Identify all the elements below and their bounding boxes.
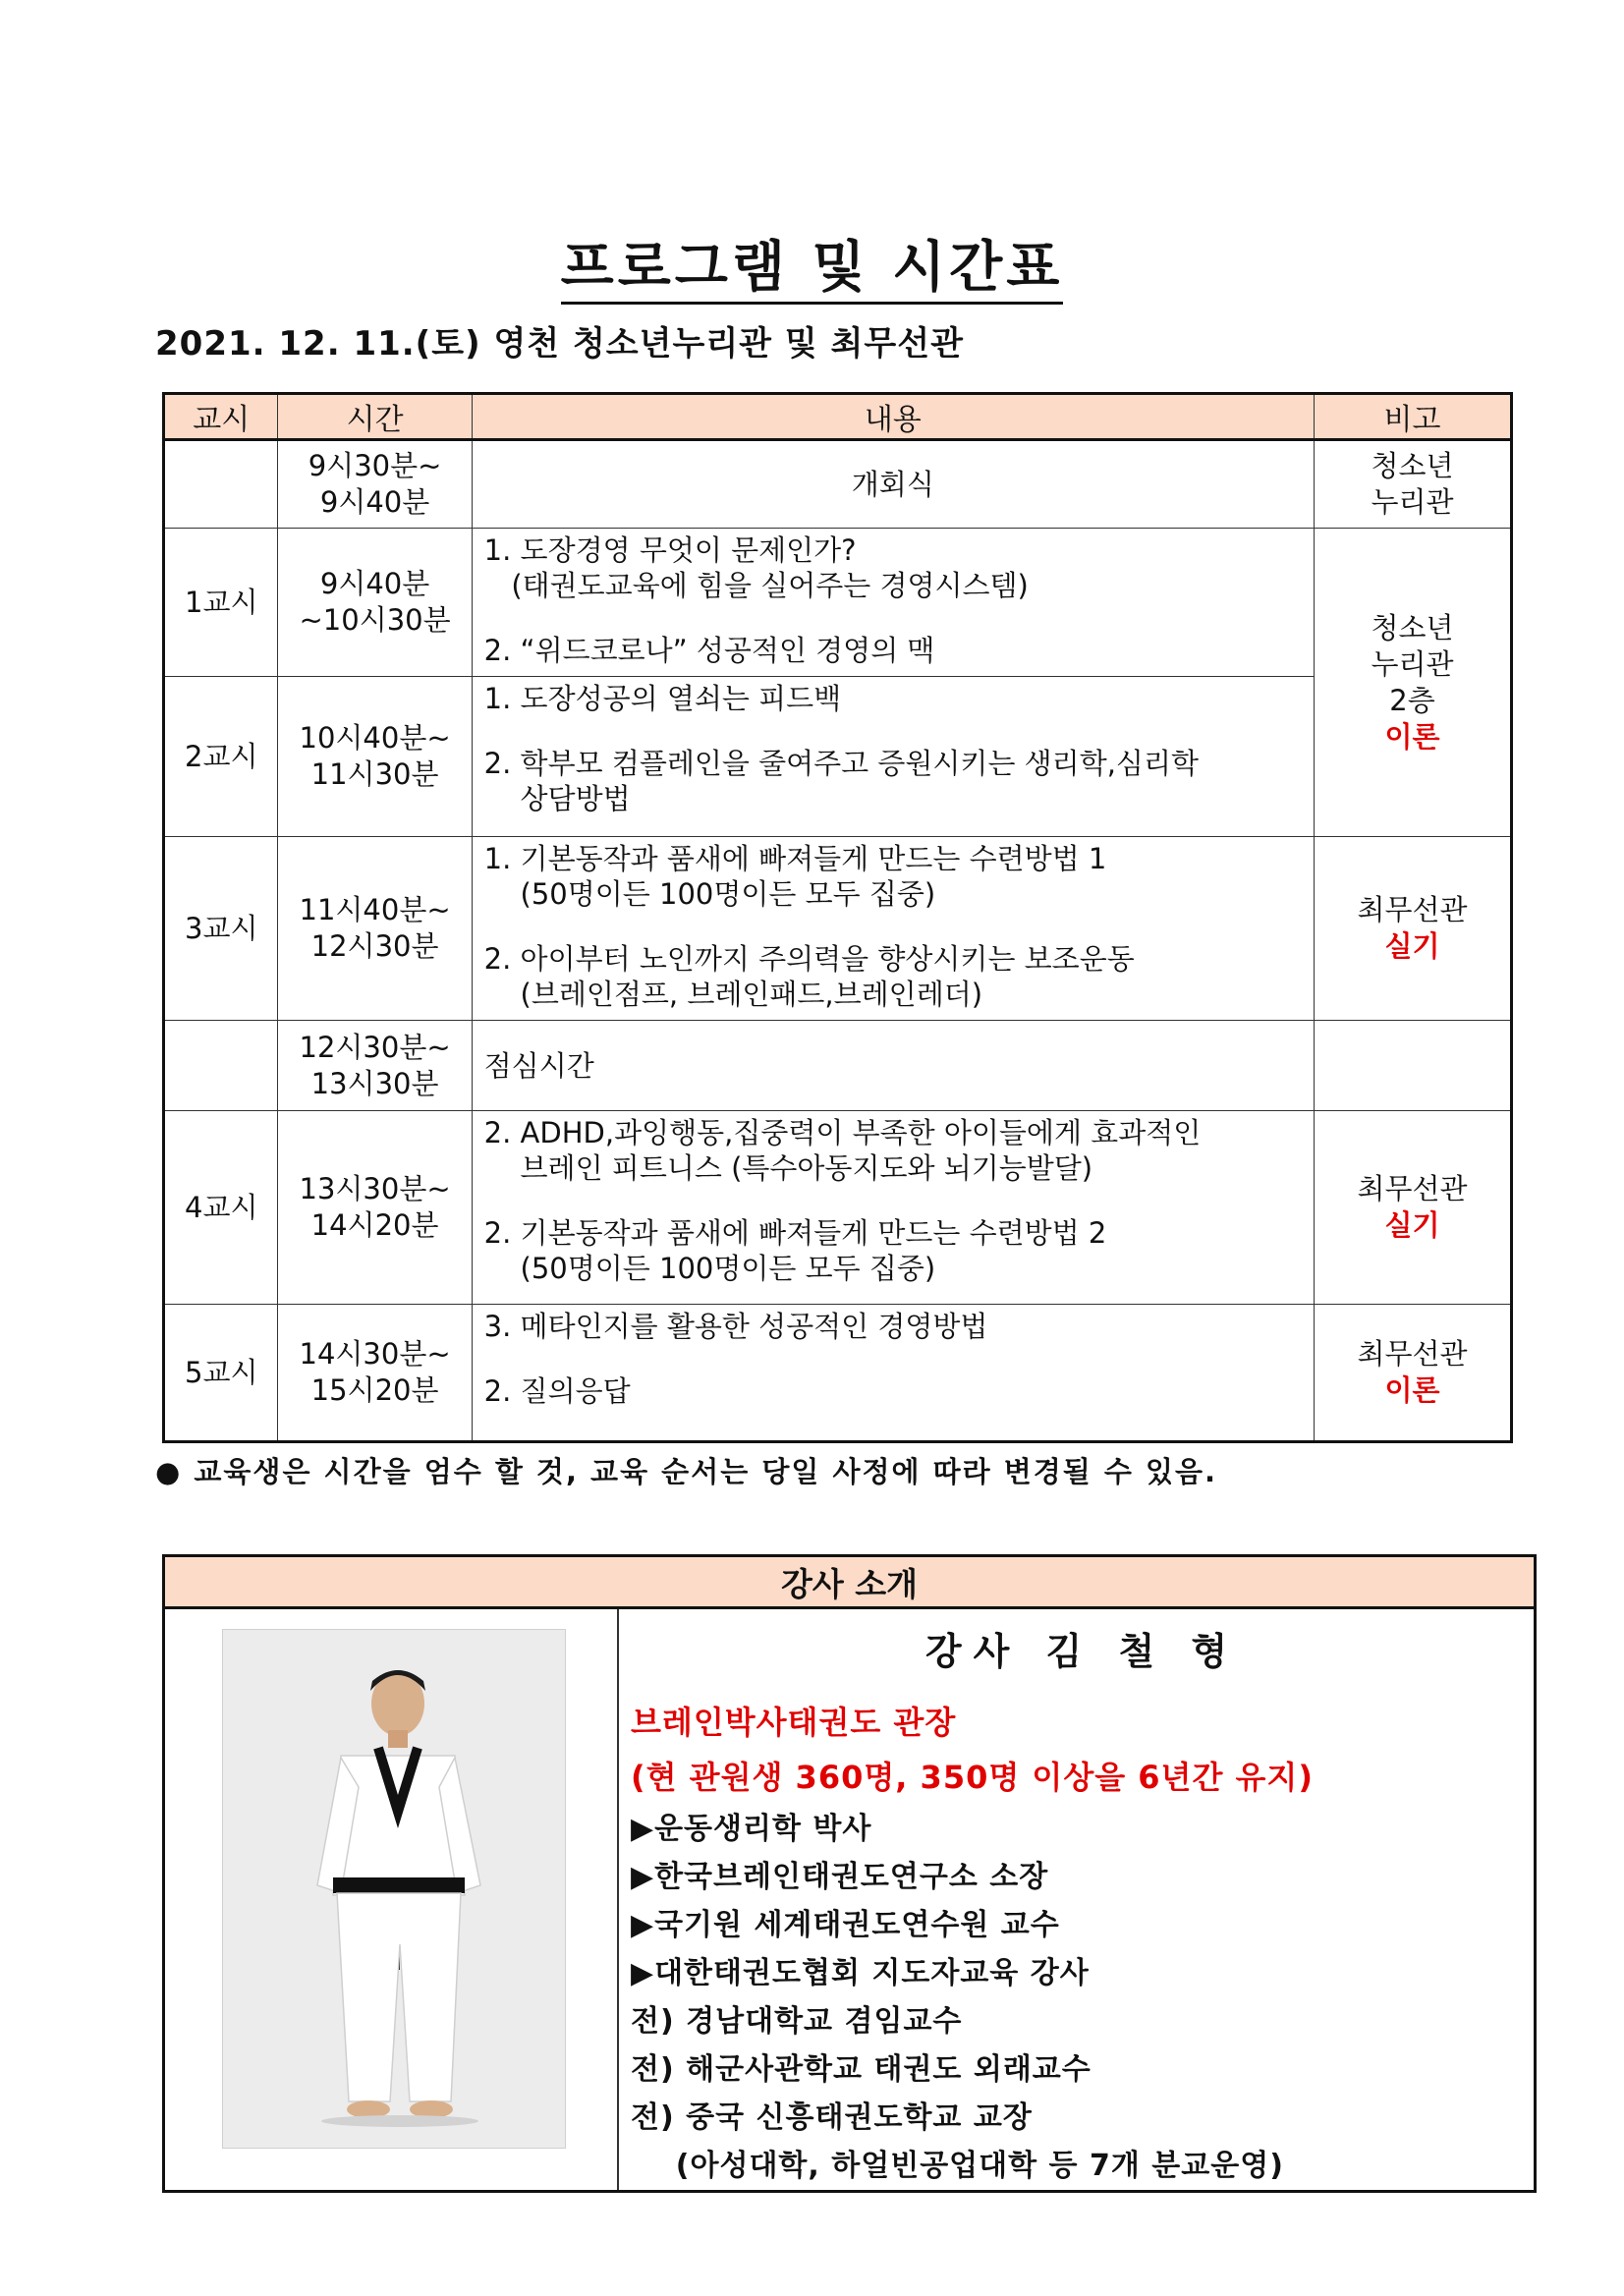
instructor-header: 강사 소개: [164, 1556, 1536, 1608]
table-row: [164, 529, 1512, 677]
event-date-location: 2021. 12. 11.(토) 영천 청소년누리관 및 최무선관: [155, 324, 964, 364]
table-row: [164, 440, 1512, 529]
period-cell: 2교시: [164, 677, 278, 837]
bio-line: (아성대학, 하얼빈공업대학 등 7개 분교운영): [631, 2149, 1284, 2183]
content-cell: 1. 기본동작과 품새에 빠져들게 만드는 수련방법 1 (50명이든 100명이든 모두 집중) 2. 아이부터 노인까지 주의력을 향상시키는 보조운동 (브레인점프, 브레인패드,브레인레더): [472, 837, 1314, 1021]
bio-line: 전) 해군사관학교 태권도 외래교수: [631, 2052, 1092, 2087]
time-cell: 13시30분~ 14시20분: [278, 1111, 472, 1305]
content-cell: 3. 메타인지를 활용한 성공적인 경영방법 2. 질의응답: [472, 1305, 1314, 1442]
bio-line: ▶운동생리학 박사: [631, 1812, 872, 1846]
table-row: [164, 1021, 1512, 1111]
schedule-table: [162, 392, 1513, 1443]
page-title: 프로그램 및 시간표: [0, 224, 1624, 303]
bio-line: ▶대한태권도협회 지도자교육 강사: [631, 1956, 1090, 1990]
theory-label: 이론: [1384, 719, 1440, 754]
table-row: [164, 1305, 1512, 1442]
bio-line: ▶한국브레인태권도연구소 소장: [631, 1860, 1049, 1894]
instructor-bio: [618, 1608, 1536, 2192]
header-note: 비고: [1314, 394, 1511, 440]
table-row: [164, 1111, 1512, 1305]
taekwondo-instructor-icon: [223, 1630, 565, 2148]
header-time: 시간: [278, 394, 472, 440]
instructor-photo-cell: [164, 1608, 619, 2192]
time-cell: 9시30분~ 9시40분: [278, 440, 472, 529]
period-cell: [164, 440, 278, 529]
period-cell: [164, 1021, 278, 1111]
content-cell: 개회식: [472, 440, 1314, 529]
content-cell: 1. 도장성공의 열쇠는 피드백 2. 학부모 컴플레인을 줄여주고 증원시키는 생리학,심리학 상담방법: [472, 677, 1314, 837]
time-cell: 10시40분~ 11시30분: [278, 677, 472, 837]
practice-label: 실기: [1384, 929, 1440, 963]
bio-line: ▶국기원 세계태권도연수원 교수: [631, 1908, 1060, 1942]
content-cell: 점심시간: [472, 1021, 1314, 1111]
instructor-highlight: (현 관원생 360명, 350명 이상을 6년간 유지): [631, 1759, 1314, 1796]
table-row: [164, 837, 1512, 1021]
content-cell: 2. ADHD,과잉행동,집중력이 부족한 아이들에게 효과적인 브레인 피트니스 (특수아동지도와 뇌기능발달) 2. 기본동작과 품새에 빠져들게 만드는 수련방법 2 (50명이든 100명이든 모두 집중): [472, 1111, 1314, 1305]
note-cell: 최무선관 이론: [1314, 1305, 1511, 1442]
bio-line: 전) 중국 신흥태권도학교 교장: [631, 2100, 1033, 2135]
practice-label: 실기: [1384, 1208, 1440, 1242]
content-cell: 1. 도장경영 무엇이 문제인가? (태권도교육에 힘을 실어주는 경영시스템) 2. “위드코로나” 성공적인 경영의 맥: [472, 529, 1314, 677]
schedule-notice: ● 교육생은 시간을 엄수 할 것, 교육 순서는 당일 사정에 따라 변경될 수 있음.: [155, 1455, 1217, 1488]
note-cell: 청소년 누리관 2층 이론: [1314, 529, 1511, 837]
header-content: 내용: [472, 394, 1314, 440]
bio-line: 전) 경남대학교 겸임교수: [631, 2004, 963, 2039]
note-cell: 최무선관 실기: [1314, 837, 1511, 1021]
schedule-header-row: [164, 394, 1512, 440]
time-cell: 9시40분 ~10시30분: [278, 529, 472, 677]
period-cell: 1교시: [164, 529, 278, 677]
header-period: 교시: [164, 394, 278, 440]
time-cell: 11시40분~ 12시30분: [278, 837, 472, 1021]
instructor-name: 강사 김 철 형: [924, 1630, 1240, 1673]
instructor-table: [162, 1554, 1537, 2193]
note-cell: 청소년 누리관: [1314, 440, 1511, 529]
time-cell: 12시30분~ 13시30분: [278, 1021, 472, 1111]
instructor-photo: [222, 1629, 566, 2149]
table-row: [164, 677, 1512, 837]
theory-label: 이론: [1384, 1373, 1440, 1407]
period-cell: 5교시: [164, 1305, 278, 1442]
note-cell: [1314, 1021, 1511, 1111]
time-cell: 14시30분~ 15시20분: [278, 1305, 472, 1442]
period-cell: 3교시: [164, 837, 278, 1021]
period-cell: 4교시: [164, 1111, 278, 1305]
instructor-title: 브레인박사태권도 관장: [631, 1704, 957, 1741]
note-cell: 최무선관 실기: [1314, 1111, 1511, 1305]
